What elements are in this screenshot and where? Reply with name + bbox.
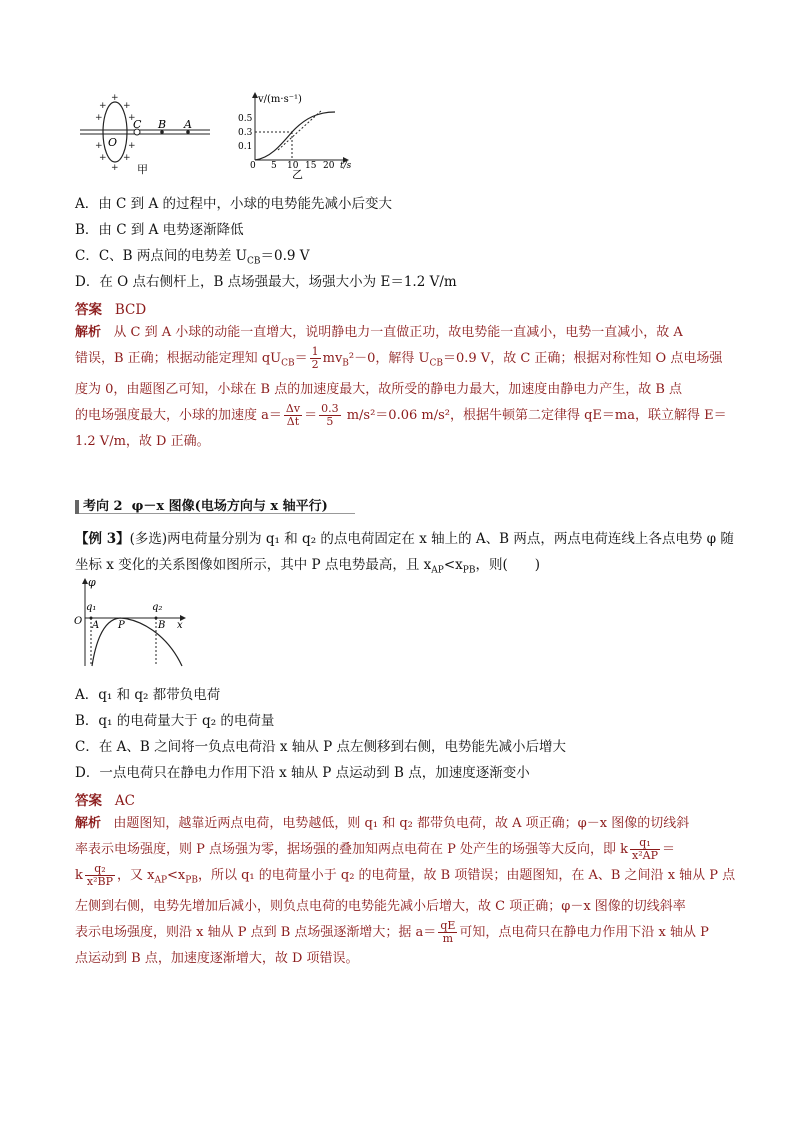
q1-option-c: C．C、B 两点间的电势差 $U_{CB}=0.9$ V bbox=[75, 248, 310, 267]
graph-B: B bbox=[158, 620, 166, 631]
q1-answer: 答案 BCD bbox=[75, 302, 147, 318]
q2-stem-2: 坐标 x 变化的关系图像如图所示，其中 P 点电势最高，且 $x_{AP}<x_{PB}$，则( ) bbox=[75, 557, 540, 576]
label-C: C bbox=[133, 118, 142, 131]
label-B: B bbox=[158, 118, 167, 131]
graph-x: x bbox=[177, 620, 183, 631]
tick-y-05: 0.5 bbox=[238, 114, 253, 124]
caption-jia: 甲 bbox=[137, 163, 148, 175]
caption-yi: 乙 bbox=[292, 168, 303, 180]
graph-phi: φ bbox=[88, 576, 96, 589]
graph-P: P bbox=[118, 620, 125, 631]
q2-option-a: A．q₁ 和 q₂ 都带负电荷 bbox=[75, 687, 221, 703]
graph-q1: q₁ bbox=[86, 602, 97, 613]
figure-yi bbox=[230, 88, 365, 180]
svg-text:+: + bbox=[99, 101, 107, 111]
graph-A: A bbox=[92, 620, 100, 631]
svg-text:+: + bbox=[123, 101, 131, 111]
svg-text:+: + bbox=[128, 141, 136, 151]
tick-y-01: 0.1 bbox=[238, 142, 253, 152]
svg-text:+: + bbox=[95, 141, 103, 151]
label-A: A bbox=[184, 118, 192, 131]
q2-analysis: 解析 由题图知，越靠近两点电荷，电势越低，则 q₁ 和 q₂ 都带负电荷，故 A 项正确；φ－x 图像的切线斜 率表示电场强度，则 P 点场强为零，据场强的叠加知两点电荷在 P 处产生的场强等大反向，即 k $\frac{\text{q₁}}{\text{x²AP}}$ ＝ k $\frac{\text{q₂}}{\text{x²BP}}$ ，又 $x_{AP}<x_{PB}$，所以 q₁ 的电荷量小于 q₂ 的电荷量，故 B 项错误；由题图知，在 A、B 之间沿 x 轴从 P 点 左侧到右侧，电势先增加后减小，则负点电荷的电势能先减小后增大，故 C 项正确；φ－x 图像的切线斜率 表示电场强度，则沿 x 轴从 P 点到 B 点场强逐渐增大；据 a＝ $\frac{qE}{m}$ 可知，点电荷只在静电力作用下沿 x 轴从 P 点运动到 B 点，加速度逐渐增大，故 D 项错误。 bbox=[75, 816, 736, 966]
q2-option-d: D．一点电荷只在静电力作用下沿 x 轴从 P 点运动到 B 点，加速度逐渐变小 bbox=[75, 765, 530, 781]
topic-header: 考向 2 φ－x 图像(电场方向与 x 轴平行) bbox=[75, 495, 355, 514]
q1-option-b: B．由 C 到 A 电势逐渐降低 bbox=[75, 222, 244, 238]
q1-option-a: A．由 C 到 A 的过程中，小球的电势能先减小后变大 bbox=[75, 196, 392, 212]
tick-x-15: 15 bbox=[305, 161, 317, 171]
q2-option-b: B．q₁ 的电荷量大于 q₂ 的电荷量 bbox=[75, 713, 275, 729]
q2-answer: 答案 AC bbox=[75, 793, 135, 809]
svg-text:+: + bbox=[128, 113, 136, 123]
graph-O: O bbox=[74, 616, 83, 627]
tick-x-10: 10 bbox=[287, 161, 299, 171]
tick-y-03: 0.3 bbox=[238, 128, 253, 138]
tick-origin: 0 bbox=[250, 161, 256, 171]
svg-text:+: + bbox=[111, 163, 119, 173]
q1-analysis: 解析 从 C 到 A 小球的动能一直增大，说明静电力一直做正功，故电势能一直减小，电势一直减小，故 A 错误，B 正确；根据动能定理知 $qU_{CB}=$ $\frac{1}{2}$ $mv_B^2-0$，解得 $U_{CB}=0.9$ V，故 C 正确；根据对称性知 O 点电场强 度为 0，由题图乙可知，小球在 B 点的加速度最大，故所受的静电力最大，加速度由静电力产生，故 B 点 的电场强度最大，小球的加速度 a＝ $\frac{\Delta v}{\Delta t}$ ＝ $\frac{0.3}{5}$ m/s²＝0.06 m/s²，根据牛顿第二定律得 qE＝ma，联立解得 E＝ 1.2 V/m，故 D 正确。 bbox=[75, 325, 727, 449]
q2-stem-1: 【例 3】(多选)两电荷量分别为 q₁ 和 q₂ 的点电荷固定在 x 轴上的 A、B 两点，两点电荷连线上各点电势 φ 随 bbox=[75, 531, 734, 547]
svg-text:+: + bbox=[123, 153, 131, 163]
svg-text:+: + bbox=[99, 153, 107, 163]
tick-x-5: 5 bbox=[271, 161, 277, 171]
figure-jia bbox=[75, 90, 215, 175]
svg-text:+: + bbox=[95, 113, 103, 123]
svg-text:+: + bbox=[111, 93, 119, 103]
q1-option-d: D．在 O 点右侧杆上，B 点场强最大，场强大小为 E＝1.2 V/m bbox=[75, 274, 457, 290]
label-O: O bbox=[108, 136, 118, 149]
graph-q2: q₂ bbox=[152, 602, 163, 613]
graph-xlabel: t/s bbox=[340, 161, 352, 171]
q2-option-c: C．在 A、B 之间将一负点电荷沿 x 轴从 P 点左侧移到右侧，电势能先减小后增大 bbox=[75, 739, 566, 755]
figure-phi-x bbox=[72, 574, 197, 669]
tick-x-20: 20 bbox=[323, 161, 335, 171]
graph-ylabel: v/(m·s⁻¹) bbox=[258, 94, 302, 105]
